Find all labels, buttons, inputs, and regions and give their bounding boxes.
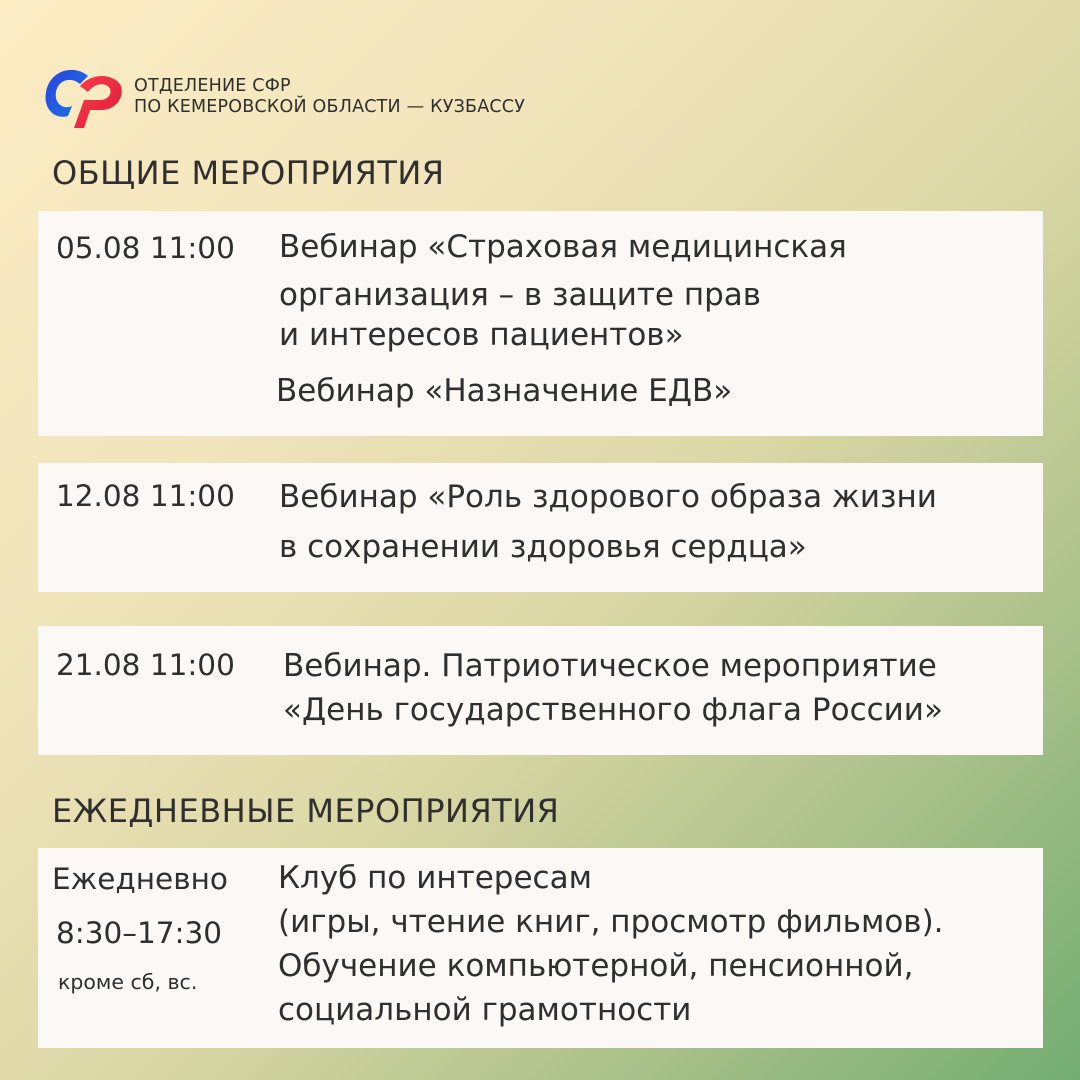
general-events-title: ОБЩИЕ МЕРОПРИЯТИЯ (52, 154, 445, 192)
daily-hours: 8:30–17:30 (56, 916, 223, 950)
daily-line: социальной грамотности (278, 992, 692, 1028)
event-datetime: 21.08 11:00 (56, 648, 235, 682)
daily-label: Ежедневно (52, 862, 228, 896)
daily-card (38, 848, 1043, 1048)
event-title-line: в сохранении здоровья сердца» (279, 529, 807, 565)
org-name-line2: ПО КЕМЕРОВСКОЙ ОБЛАСТИ — КУЗБАССУ (134, 97, 526, 117)
event-title-line: организация – в защите прав (279, 277, 762, 313)
event-title-line: Вебинар «Страховая медицинская (279, 229, 847, 265)
event-title-line: «День государственного флага России» (283, 692, 943, 728)
daily-line: (игры, чтение книг, просмотр фильмов). (278, 904, 944, 940)
event-datetime: 12.08 11:00 (56, 479, 235, 513)
event-title-line: Вебинар «Назначение ЕДВ» (276, 373, 733, 409)
org-name-line1: ОТДЕЛЕНИЕ СФР (134, 76, 291, 96)
event-title-line: и интересов пациентов» (279, 317, 684, 353)
event-card (38, 211, 1043, 436)
daily-except: кроме сб, вс. (58, 970, 198, 994)
event-card (38, 463, 1043, 592)
daily-events-title: ЕЖЕДНЕВНЫЕ МЕРОПРИЯТИЯ (52, 792, 560, 830)
event-card (38, 626, 1043, 755)
event-title-line: Вебинар. Патриотическое мероприятие (283, 648, 937, 684)
org-name (134, 76, 525, 118)
daily-line: Обучение компьютерной, пенсионной, (278, 948, 914, 984)
daily-line: Клуб по интересам (278, 860, 592, 896)
sfr-logo (40, 62, 124, 132)
event-datetime: 05.08 11:00 (56, 231, 235, 265)
event-title-line: Вебинар «Роль здорового образа жизни (279, 479, 937, 515)
